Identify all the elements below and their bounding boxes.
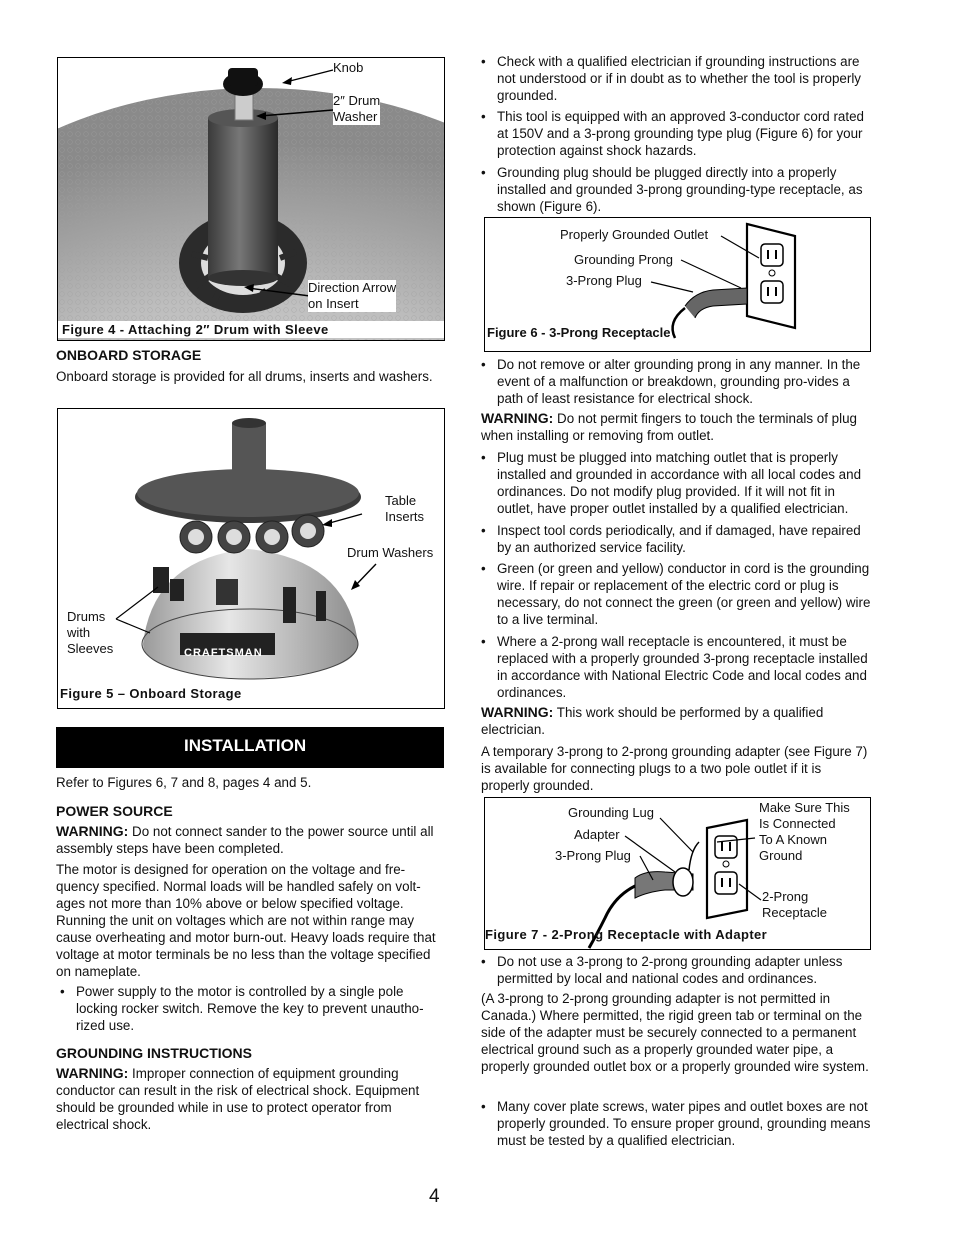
figure-6 [484,217,871,352]
power-source-heading: POWER SOURCE [56,803,173,819]
power-paragraph: The motor is designed for operation on the voltage and fre-quency specified. Normal loads will be handled safely on volt-ages not more than 10% above or below specified voltage. Running the unit on voltages which are not within range may cause overheating and motor burn-out. Heavy loads require that voltage at motor terminals be no less than the voltage specified on nameplate. [56,862,436,979]
bullet-plug-directly: • Grounding plug should be plugged directly into a properly installed and grounded 3-prong grounding-type receptacle, as shown (Figure 6). [481,164,871,215]
table-inserts-label: Table Inserts [385,493,425,524]
bullet-2-prong-receptacle: • Where a 2-prong wall receptacle is encountered, it must be replaced with a properly grounded 3-prong receptacle installed in accordance with National Electric Code and local codes and ordinances. [481,633,871,701]
onboard-storage-heading: ONBOARD STORAGE [56,347,202,363]
bullet-check-electrician: • Check with a qualified electrician if grounding instructions are not understood or if in doubt as to whether the tool is properly grounded. [481,53,871,104]
page-number: 4 [429,1186,440,1207]
warning-qualified-text: This work should be performed by a qualified electrician. [481,705,824,737]
grounding-warning [56,1065,444,1133]
installation-title: INSTALLATION [184,736,307,755]
power-warning [56,823,444,857]
bullet-green-conductor: • Green (or green and yellow) conductor in cord is the grounding wire. If repair or replacement of the electric cord or plug is necessary, do not connect the green (or green and yellow) wire to a live terminal. [481,560,871,628]
adapter-label: Adapter [574,827,620,842]
grounding-heading: GROUNDING INSTRUCTIONS [56,1045,252,1061]
bullet-3-conductor-cord: • This tool is equipped with an approved 3-conductor cord rated at 150V and a 3-prong grounding type plug (Figure 6) for your protection against shock hazards. [481,108,871,159]
drum-washers-label: Drum Washers [347,545,434,560]
warning-qualified [481,704,871,738]
2-prong-receptacle-label: 2-Prong Receptacle [762,889,828,920]
bullet-inspect-cords: • Inspect tool cords periodically, and if damaged, have repaired by an authorized service facility. [481,522,871,556]
power-bullet: • Power supply to the motor is controlled by a single pole locking rocker switch. Remove the key to prevent unautho-rized use. [60,983,444,1034]
power-warning-text: Do not connect sander to the power source until all assembly steps have been completed. [56,824,434,856]
craftsman-brand: CRAFTSMAN [184,647,263,659]
installation-banner [56,727,444,768]
warning-terminals-text: Do not permit fingers to touch the terminals of plug when installing or removing from outlet. [481,411,858,443]
bullet-matching-outlet: • Plug must be plugged into matching outlet that is properly installed and grounded in accordance with all local codes and ordinances. Do not modify plug provided. If it will not fit in outlet, have proper outlet installed by a qualified electrician. [481,449,872,517]
canada-paragraph: (A 3-prong to 2-prong grounding adapter is not permitted in Canada.) Where permitted, the rigid green tab or terminal on the side of the adapter must be securely connected to a permanent electrical ground such as a properly grounded water pipe, a properly grounded outlet box or a properly grounded wire system. [481,991,869,1074]
temporary-adapter-paragraph: A temporary 3-prong to 2-prong grounding adapter (see Figure 7) is available for connecting plugs to a two pole outlet if it is properly grounded. [481,744,868,793]
direction-arrow-label: Direction Arrow on Insert [308,280,397,311]
refer-text: Refer to Figures 6, 7 and 8, pages 4 and 5. [56,775,312,790]
drums-with-sleeves-label: Drums with Sleeves [67,609,114,656]
figure-6-caption: Figure 6 - 3-Prong Receptacle [487,325,671,340]
figure-5 [57,408,445,709]
properly-grounded-outlet-label: Properly Grounded Outlet [560,227,709,242]
grounding-warning-text: Improper connection of equipment grounding conductor can result in the risk of electrical shock. Equipment should be grounded while in use to protect operator from electrical shock. [56,1066,420,1132]
3-prong-plug-label-fig7: 3-Prong Plug [555,848,631,863]
warning-terminals-label: WARNING: [481,410,554,426]
power-warning-label: WARNING: [56,823,129,839]
make-sure-ground-label: Make Sure This Is Connected To A Known Ground [759,800,850,863]
onboard-storage-text: Onboard storage is provided for all drums, inserts and washers. [56,369,433,384]
warning-terminals [481,410,871,444]
bullet-cover-plate-screws: • Many cover plate screws, water pipes and outlet boxes are not properly grounded. To ensure proper ground, grounding means must be tested by a qualified electrician. [481,1098,871,1149]
figure-4-caption: Figure 4 - Attaching 2″ Drum with Sleeve [58,321,444,338]
warning-qualified-label: WARNING: [481,704,554,720]
3-prong-plug-label: 3-Prong Plug [566,273,642,288]
grounding-prong-label: Grounding Prong [574,252,674,267]
bullet-adapter-codes: • Do not use a 3-prong to 2-prong grounding adapter unless permitted by local and national codes and ordinances. [481,953,871,987]
figure-5-caption: Figure 5 – Onboard Storage [60,686,242,701]
figure-7 [484,797,871,950]
drum-washer-label: 2″ Drum Washer [333,93,381,124]
grounding-warning-label: WARNING: [56,1065,129,1081]
knob-label: Knob [333,60,364,75]
figure-4 [57,57,445,341]
figure-7-caption: Figure 7 - 2-Prong Receptacle with Adapter [485,927,768,942]
bullet-grounding-prong: • Do not remove or alter grounding prong in any manner. In the event of a malfunction or breakdown, grounding pro-vides a path of least resistance for electrical shock. [481,356,871,407]
grounding-lug-label: Grounding Lug [568,805,655,820]
